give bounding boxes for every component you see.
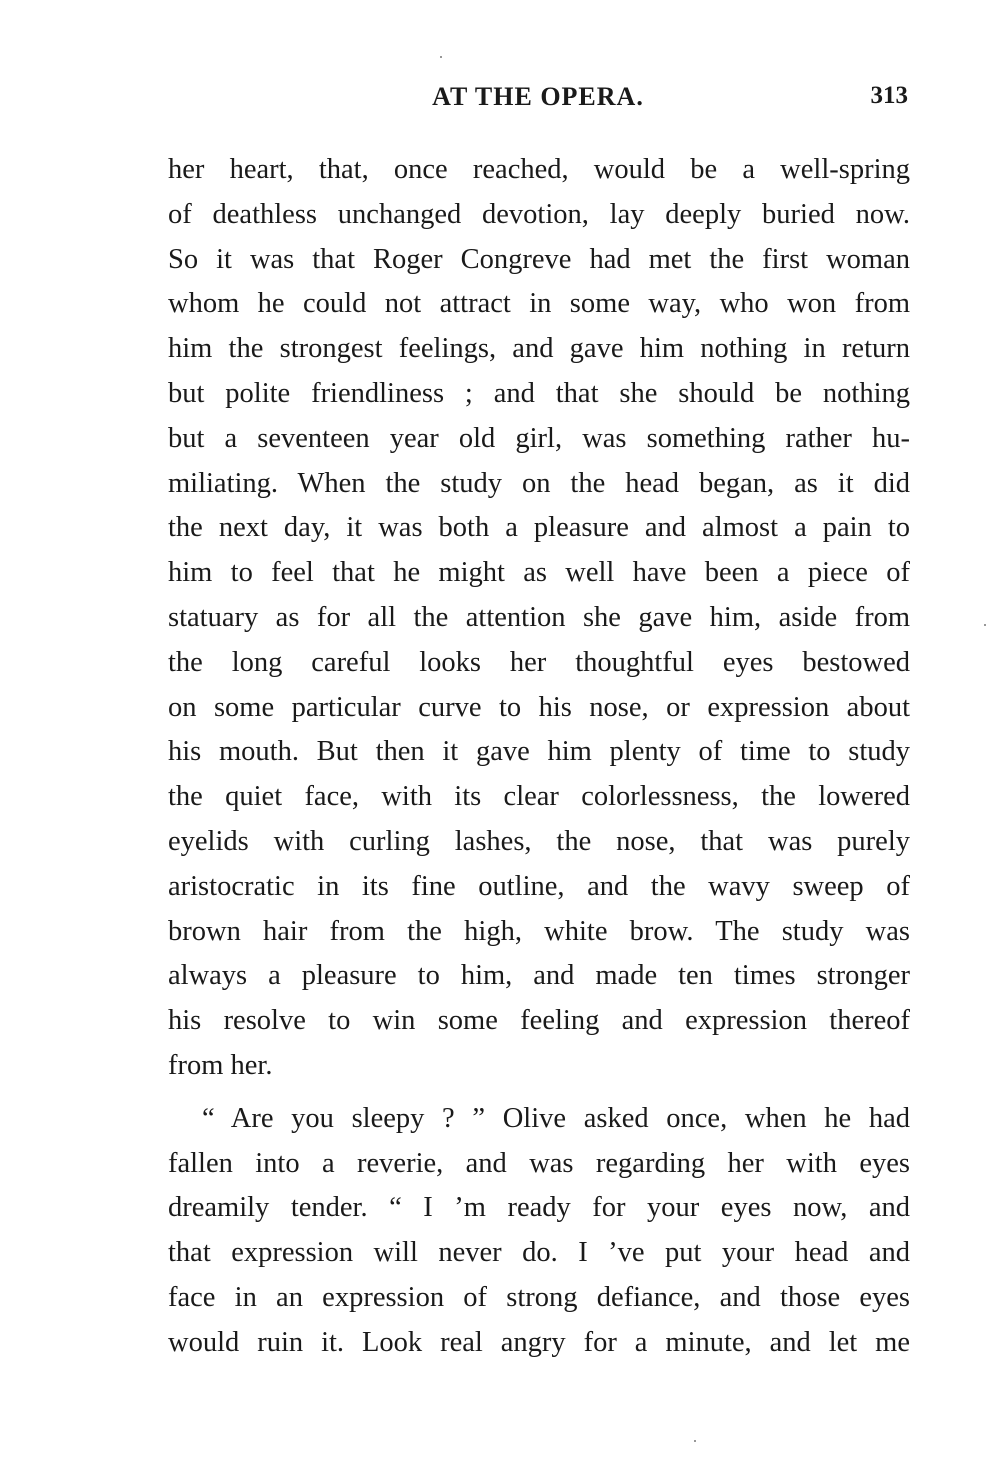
page-header xyxy=(168,82,908,122)
text-line: fallen into a reverie, and was regarding her with eyes xyxy=(168,1147,910,1179)
text-line: face in an expression of strong defiance, and those eyes xyxy=(168,1281,910,1313)
text-line: “ Are you sleepy ? ” Olive asked once, when he had xyxy=(202,1102,910,1134)
text-line: but polite friendliness ; and that she should be nothing xyxy=(168,377,910,409)
text-line: brown hair from the high, white brow. The study was xyxy=(168,915,910,947)
text-line: his mouth. But then it gave him plenty of time to study xyxy=(168,736,910,768)
text-line: that expression will never do. I ’ve put your head and xyxy=(168,1237,910,1269)
text-line: her heart, that, once reached, would be a well-spring xyxy=(168,154,910,185)
text-line: always a pleasure to him, and made ten times stronger xyxy=(168,960,910,992)
text-line: So it was that Roger Congreve had met the first woman xyxy=(168,243,910,275)
paragraph-2 xyxy=(168,1097,910,1366)
paper-speck xyxy=(694,1440,696,1442)
text-line: of deathless unchanged devotion, lay deeply buried now. xyxy=(168,198,910,230)
text-line: the next day, it was both a pleasure and almost a pain to xyxy=(168,512,910,544)
text-line: eyelids with curling lashes, the nose, that was purely xyxy=(168,825,910,857)
text-line: on some particular curve to his nose, or expression about xyxy=(168,691,910,723)
paragraph-1 xyxy=(168,148,910,1089)
text-line: the quiet face, with its clear colorlessness, the lowered xyxy=(168,781,910,813)
text-line: the long careful looks her thoughtful eyes bestowed xyxy=(168,646,910,678)
text-line: aristocratic in its fine outline, and the wavy sweep of xyxy=(168,870,910,902)
text-line: whom he could not attract in some way, who won from xyxy=(168,288,910,320)
paper-speck xyxy=(984,624,986,626)
text-line: from her. xyxy=(168,1049,273,1081)
text-line: him to feel that he might as well have been a piece of xyxy=(168,557,910,589)
text-line: statuary as for all the attention she gave him, aside from xyxy=(168,601,910,633)
text-line: dreamily tender. “ I ’m ready for your eyes now, and xyxy=(168,1192,910,1224)
body-text xyxy=(168,148,910,1366)
paper-speck xyxy=(440,56,442,58)
page-number: 313 xyxy=(870,82,908,109)
text-line: would ruin it. Look real angry for a minute, and let me xyxy=(168,1326,910,1358)
text-line: miliating. When the study on the head began, as it did xyxy=(168,467,910,499)
running-head: AT THE OPERA. xyxy=(432,82,644,111)
paragraph-gap xyxy=(168,1089,910,1097)
text-line: but a seventeen year old girl, was something rather hu- xyxy=(168,422,910,454)
text-line: him the strongest feelings, and gave him nothing in return xyxy=(168,333,910,365)
text-line: his resolve to win some feeling and expression thereof xyxy=(168,1005,910,1037)
